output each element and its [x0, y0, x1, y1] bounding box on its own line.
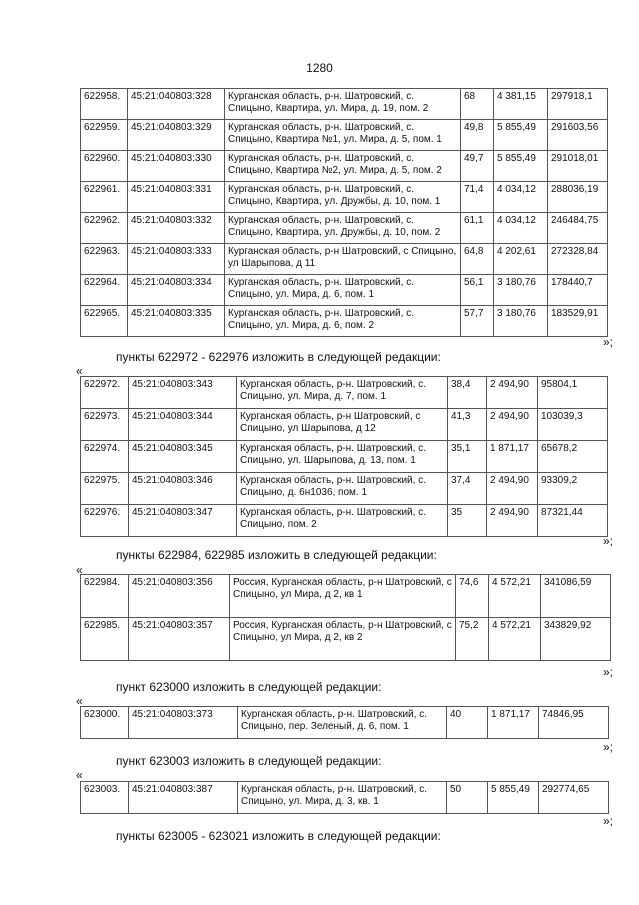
area-cell: 68	[461, 89, 494, 120]
row-number-cell: 622963.	[81, 244, 128, 275]
cadastral-number-cell: 45:21:040803:332	[128, 213, 225, 244]
cadastral-value-per-unit-cell: 3 180,76	[494, 275, 548, 306]
area-cell: 35	[448, 505, 487, 537]
cadastral-number-cell: 45:21:040803:344	[129, 409, 237, 441]
cadastral-number-cell: 45:21:040803:330	[128, 151, 225, 182]
address-cell: Курганская область, р-н. Шатровский, с. Спицыно, пер. Зеленый, д. 6, пом. 1	[238, 707, 447, 739]
table-row	[81, 575, 611, 618]
registry-table-2	[80, 376, 608, 537]
cadastral-value-per-unit-cell: 1 871,17	[487, 441, 538, 473]
table-row	[81, 409, 608, 441]
cadastral-value-cell: 246484,75	[548, 213, 608, 244]
row-number-cell: 622959.	[81, 120, 128, 151]
area-cell: 74,6	[456, 575, 489, 618]
address-cell: Курганская область, р-н. Шатровский, с. Спицыно, ул. Мира, д. 7, пом. 1	[237, 377, 448, 409]
registry-table-3	[80, 574, 611, 661]
address-cell: Курганская область, р-н. Шатровский, с. Спицыно, Квартира №1, ул. Мира, д. 5, пом. 1	[225, 120, 461, 151]
area-cell: 61,1	[461, 213, 494, 244]
opening-quote: «	[76, 768, 83, 782]
table-row	[81, 473, 608, 505]
table-row	[81, 275, 608, 306]
area-cell: 38,4	[448, 377, 487, 409]
closing-mark: »;	[602, 534, 613, 548]
table-row	[81, 441, 608, 473]
cadastral-value-per-unit-cell: 5 855,49	[494, 120, 548, 151]
cadastral-value-cell: 87321,44	[538, 505, 608, 537]
area-cell: 56,1	[461, 275, 494, 306]
cadastral-number-cell: 45:21:040803:346	[129, 473, 237, 505]
cadastral-number-cell: 45:21:040803:333	[128, 244, 225, 275]
cadastral-value-cell: 74846,95	[539, 707, 609, 739]
cadastral-value-cell: 272328,84	[548, 244, 608, 275]
table-row	[81, 377, 608, 409]
address-cell: Курганская область, р-н. Шатровский, с. Спицыно, Квартира, ул. Мира, д. 19, пом. 2	[225, 89, 461, 120]
area-cell: 49,7	[461, 151, 494, 182]
cadastral-number-cell: 45:21:040803:343	[129, 377, 237, 409]
table-row	[81, 244, 608, 275]
cadastral-number-cell: 45:21:040803:373	[129, 707, 238, 739]
cadastral-number-cell: 45:21:040803:345	[129, 441, 237, 473]
area-cell: 71,4	[461, 182, 494, 213]
row-number-cell: 622958.	[81, 89, 128, 120]
address-cell: Курганская область, р-н. Шатровский, с. Спицыно, ул. Шарыпова, д. 13, пом. 1	[237, 441, 448, 473]
cadastral-value-cell: 341086,59	[541, 575, 611, 618]
address-cell: Россия, Курганская область, р-н Шатровский, с Спицыно, ул Мира, д 2, кв 2	[230, 618, 456, 661]
cadastral-value-cell: 291603,56	[548, 120, 608, 151]
cadastral-number-cell: 45:21:040803:334	[128, 275, 225, 306]
area-cell: 75,2	[456, 618, 489, 661]
cadastral-value-cell: 183529,91	[548, 306, 608, 337]
closing-mark: »;	[602, 740, 613, 754]
area-cell: 64,8	[461, 244, 494, 275]
table-row	[81, 151, 608, 182]
area-cell: 37,4	[448, 473, 487, 505]
address-cell: Курганская область, р-н. Шатровский, с. Спицыно, Квартира, ул. Дружбы, д. 10, пом. 2	[225, 213, 461, 244]
address-cell: Курганская область, р-н. Шатровский, с. Спицыно, ул. Мира, д. 6, пом. 2	[225, 306, 461, 337]
address-cell: Курганская область, р-н. Шатровский, с. Спицыно, ул. Мира, д. 3, кв. 1	[238, 782, 447, 814]
row-number-cell: 622976.	[81, 505, 129, 537]
cadastral-number-cell: 45:21:040803:347	[129, 505, 237, 537]
table-row	[81, 213, 608, 244]
cadastral-value-per-unit-cell: 5 855,49	[488, 782, 539, 814]
instruction-text: пункты 622984, 622985 изложить в следующей редакции:	[116, 548, 437, 562]
registry-table-4	[80, 706, 609, 739]
address-cell: Курганская область, р-н. Шатровский, с. Спицыно, ул. Мира, д. 6, пом. 1	[225, 275, 461, 306]
row-number-cell: 622973.	[81, 409, 129, 441]
table-row	[81, 782, 609, 814]
closing-mark: »;	[602, 335, 613, 349]
cadastral-value-per-unit-cell: 4 034,12	[494, 182, 548, 213]
address-cell: Курганская область, р-н. Шатровский, с. Спицыно, Квартира №2, ул. Мира, д. 5, пом. 2	[225, 151, 461, 182]
area-cell: 40	[447, 707, 488, 739]
area-cell: 50	[447, 782, 488, 814]
cadastral-value-cell: 297918,1	[548, 89, 608, 120]
cadastral-value-per-unit-cell: 2 494,90	[487, 473, 538, 505]
row-number-cell: 622965.	[81, 306, 128, 337]
table-row	[81, 89, 608, 120]
opening-quote: «	[76, 364, 83, 378]
row-number-cell: 622962.	[81, 213, 128, 244]
row-number-cell: 622964.	[81, 275, 128, 306]
cadastral-number-cell: 45:21:040803:357	[129, 618, 230, 661]
cadastral-value-cell: 95804,1	[538, 377, 608, 409]
cadastral-value-per-unit-cell: 4 202,61	[494, 244, 548, 275]
instruction-text: пункты 622972 - 622976 изложить в следующей редакции:	[116, 350, 441, 364]
row-number-cell: 622961.	[81, 182, 128, 213]
cadastral-value-cell: 178440,7	[548, 275, 608, 306]
table-row	[81, 618, 611, 661]
table-row	[81, 505, 608, 537]
table-row	[81, 182, 608, 213]
address-cell: Курганская область, р-н Шатровский, с Спицыно, ул Шарыпова, д 11	[225, 244, 461, 275]
address-cell: Россия, Курганская область, р-н Шатровский, с Спицыно, ул Мира, д 2, кв 1	[230, 575, 456, 618]
cadastral-value-cell: 343829,92	[541, 618, 611, 661]
address-cell: Курганская область, р-н. Шатровский, с. Спицыно, пом. 2	[237, 505, 448, 537]
row-number-cell: 623003.	[81, 782, 129, 814]
table-row	[81, 120, 608, 151]
row-number-cell: 622974.	[81, 441, 129, 473]
cadastral-value-per-unit-cell: 5 855,49	[494, 151, 548, 182]
cadastral-number-cell: 45:21:040803:387	[129, 782, 238, 814]
cadastral-value-per-unit-cell: 4 572,21	[489, 575, 541, 618]
cadastral-value-cell: 65678,2	[538, 441, 608, 473]
table-row	[81, 707, 609, 739]
area-cell: 49,8	[461, 120, 494, 151]
cadastral-value-per-unit-cell: 4 381,15	[494, 89, 548, 120]
area-cell: 41,3	[448, 409, 487, 441]
cadastral-value-cell: 103039,3	[538, 409, 608, 441]
row-number-cell: 622975.	[81, 473, 129, 505]
instruction-text: пункт 623003 изложить в следующей редакции:	[116, 754, 382, 768]
address-cell: Курганская область, р-н. Шатровский, с. Спицыно, д. 6н1036, пом. 1	[237, 473, 448, 505]
registry-table-5	[80, 781, 609, 814]
cadastral-number-cell: 45:21:040803:329	[128, 120, 225, 151]
row-number-cell: 622960.	[81, 151, 128, 182]
instruction-text: пункты 623005 - 623021 изложить в следующей редакции:	[116, 829, 441, 843]
cadastral-number-cell: 45:21:040803:331	[128, 182, 225, 213]
closing-mark: »;	[602, 665, 613, 679]
address-cell: Курганская область, р-н Шатровский, с Спицыно, ул Шарыпова, д 12	[237, 409, 448, 441]
row-number-cell: 622985.	[81, 618, 129, 661]
cadastral-number-cell: 45:21:040803:335	[128, 306, 225, 337]
row-number-cell: 622984.	[81, 575, 129, 618]
area-cell: 57,7	[461, 306, 494, 337]
cadastral-value-cell: 291018,01	[548, 151, 608, 182]
table-row	[81, 306, 608, 337]
cadastral-value-per-unit-cell: 2 494,90	[487, 377, 538, 409]
area-cell: 35,1	[448, 441, 487, 473]
cadastral-value-cell: 93309,2	[538, 473, 608, 505]
registry-table-1	[80, 88, 608, 337]
cadastral-value-per-unit-cell: 2 494,90	[487, 505, 538, 537]
opening-quote: «	[76, 694, 83, 708]
cadastral-number-cell: 45:21:040803:328	[128, 89, 225, 120]
cadastral-value-cell: 292774,65	[539, 782, 609, 814]
row-number-cell: 622972.	[81, 377, 129, 409]
cadastral-value-per-unit-cell: 2 494,90	[487, 409, 538, 441]
opening-quote: «	[76, 563, 83, 577]
cadastral-value-per-unit-cell: 4 034,12	[494, 213, 548, 244]
closing-mark: »;	[602, 814, 613, 828]
page-number: 1280	[306, 61, 333, 75]
cadastral-value-per-unit-cell: 3 180,76	[494, 306, 548, 337]
cadastral-value-per-unit-cell: 1 871,17	[488, 707, 539, 739]
cadastral-value-per-unit-cell: 4 572,21	[489, 618, 541, 661]
row-number-cell: 623000.	[81, 707, 129, 739]
cadastral-value-cell: 288036,19	[548, 182, 608, 213]
address-cell: Курганская область, р-н. Шатровский, с. Спицыно, Квартира, ул. Дружбы, д. 10, пом. 1	[225, 182, 461, 213]
instruction-text: пункт 623000 изложить в следующей редакции:	[116, 680, 382, 694]
cadastral-number-cell: 45:21:040803:356	[129, 575, 230, 618]
